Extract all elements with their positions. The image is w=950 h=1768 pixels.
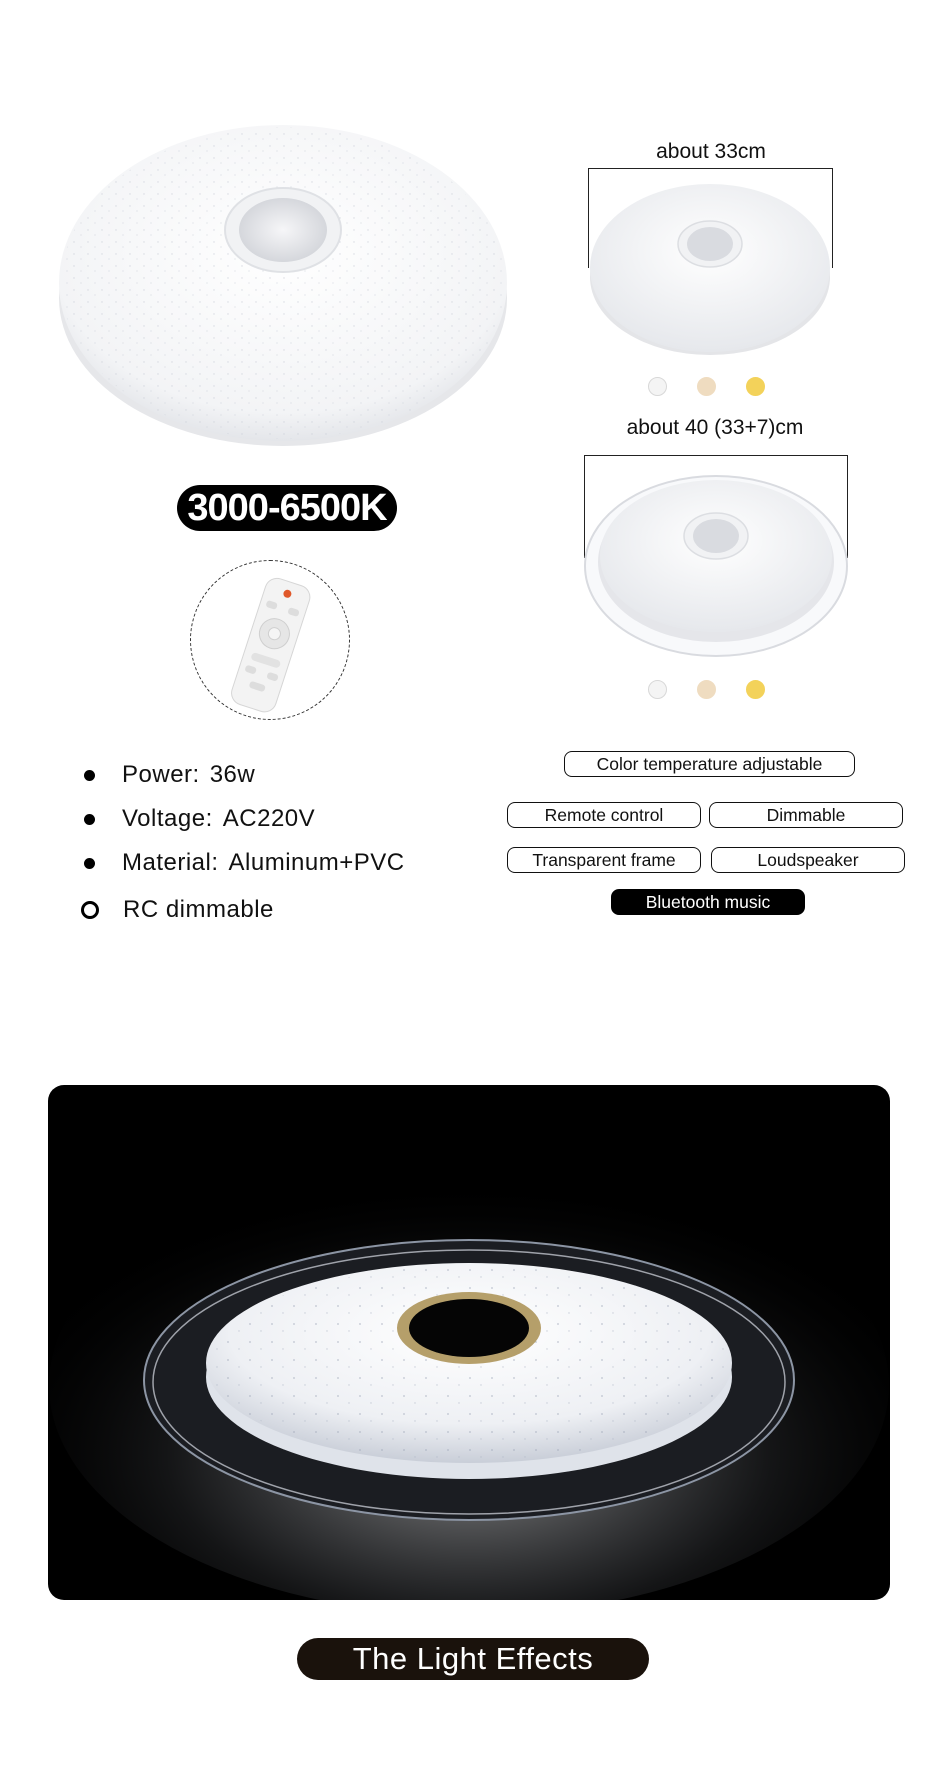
spec-label: Power:: [122, 761, 200, 788]
main-lamp-image: [57, 118, 509, 448]
swatch-cool-white: [648, 680, 667, 699]
feature-bluetooth-music: Bluetooth music: [611, 889, 805, 915]
swatch-cool-white: [648, 377, 667, 396]
spec-label: Voltage:: [122, 805, 213, 832]
large-lamp-image: [584, 470, 849, 660]
spec-value: Aluminum+PVC: [228, 849, 405, 876]
bullet-icon: [84, 770, 95, 781]
spec-power: [80, 760, 500, 790]
size-large-label: about 40 (33+7)cm: [626, 416, 804, 439]
size-large-swatches: [648, 680, 778, 700]
spec-value: 36w: [209, 761, 256, 788]
feature-transparent-frame: Transparent frame: [507, 847, 701, 873]
small-lamp-image: [589, 182, 832, 357]
feature-color-temperature: Color temperature adjustable: [564, 751, 855, 777]
size-small-label: about 33cm: [656, 140, 766, 163]
swatch-warm-white: [746, 377, 765, 396]
remote-control-image: [190, 560, 350, 720]
spec-voltage: [80, 804, 500, 834]
bullet-icon: [84, 814, 95, 825]
swatch-warm-white: [746, 680, 765, 699]
swatch-neutral-white: [697, 377, 716, 396]
swatch-neutral-white: [697, 680, 716, 699]
size-small-swatches: [648, 377, 778, 397]
feature-dimmable: Dimmable: [709, 802, 903, 828]
spec-label: Material:: [122, 849, 219, 876]
spec-material: [80, 848, 500, 878]
spec-label: RC dimmable: [123, 896, 274, 923]
bullet-icon: [84, 858, 95, 869]
spec-value: AC220V: [222, 805, 316, 832]
feature-loudspeaker: Loudspeaker: [711, 847, 905, 873]
hollow-bullet-icon: [81, 901, 99, 919]
color-temperature-badge: 3000-6500K: [177, 485, 397, 531]
spec-rc-dimmable: [80, 895, 500, 925]
light-effects-photo: [48, 1085, 890, 1600]
light-effects-badge: The Light Effects: [297, 1638, 649, 1680]
feature-remote-control: Remote control: [507, 802, 701, 828]
